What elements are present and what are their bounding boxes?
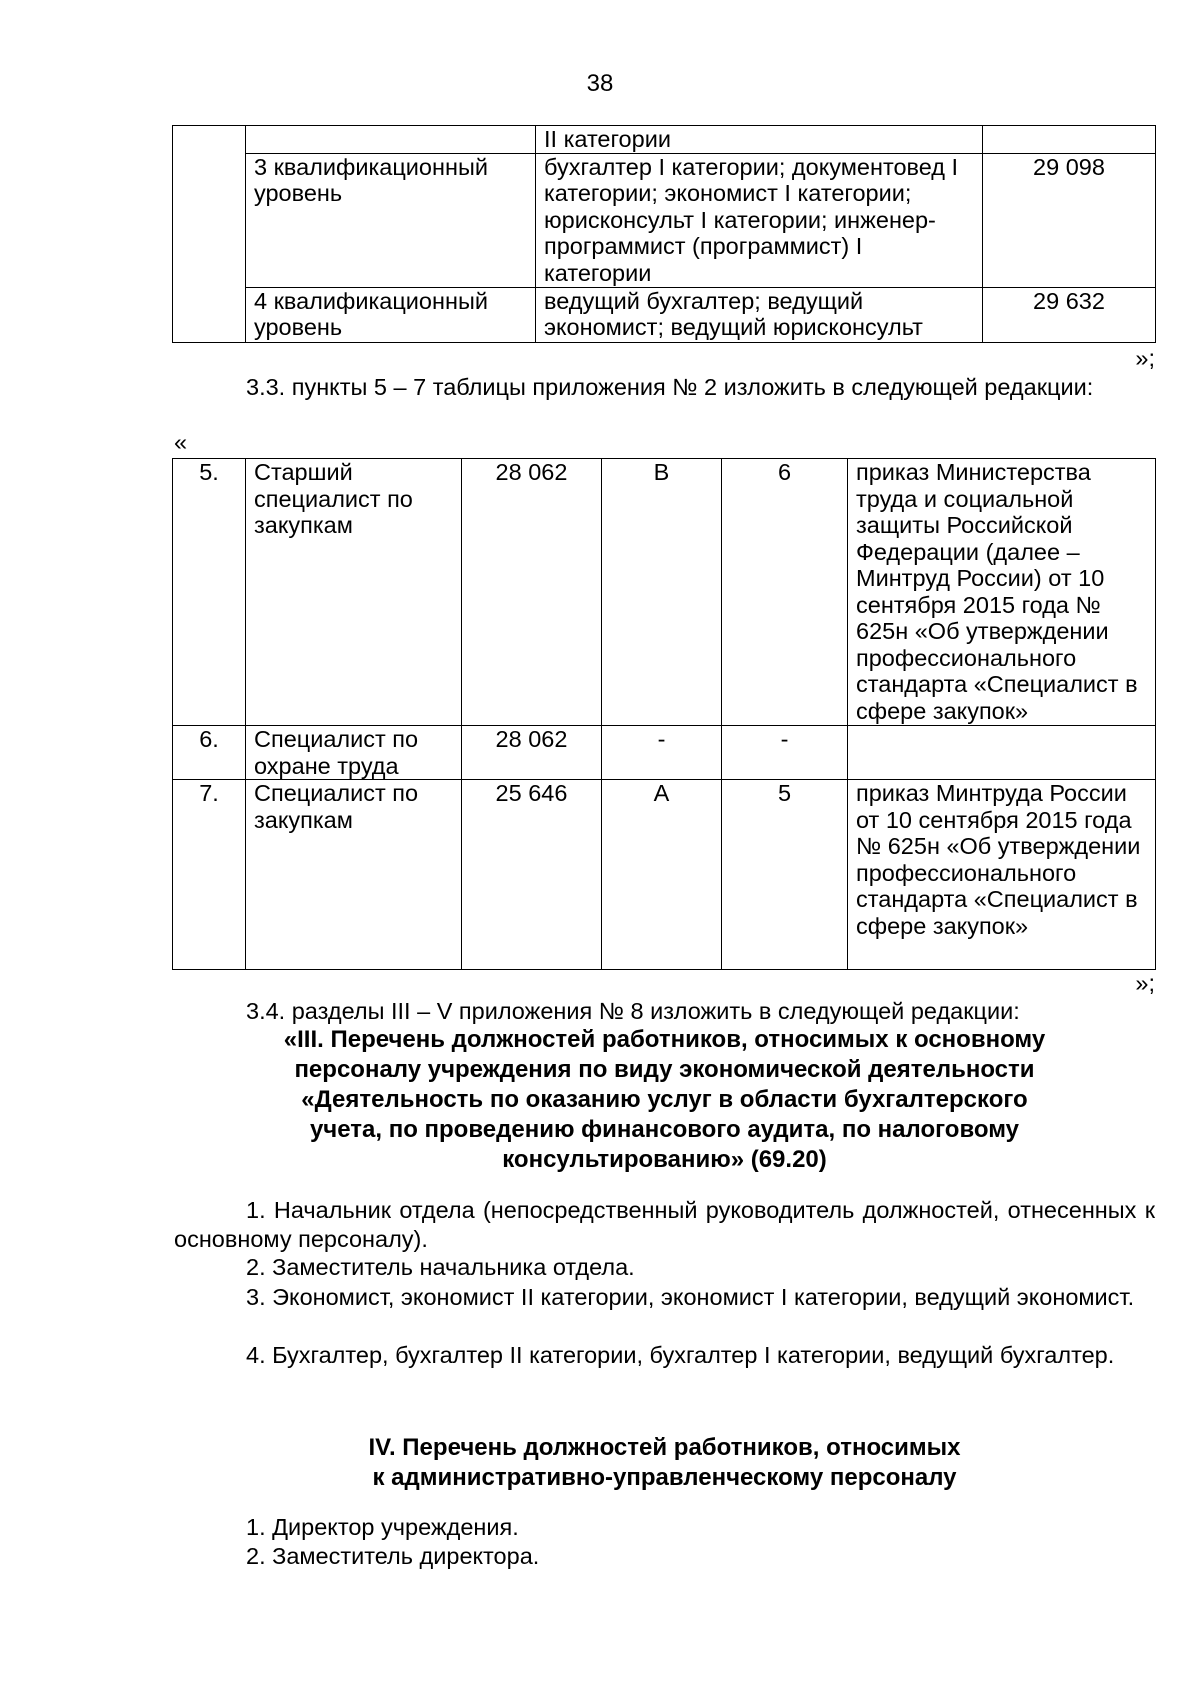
qualification-cell: 6: [722, 459, 848, 726]
paragraph-3-4: 3.4. разделы III – V приложения № 8 изложить в следующей редакции:: [246, 998, 1020, 1024]
row-number-cell: 6.: [173, 726, 246, 780]
salary-cell: 28 062: [462, 459, 602, 726]
section-3-title: [174, 1025, 1155, 1175]
level-cell: -: [602, 726, 722, 780]
group-cell: [173, 126, 246, 343]
row-number-cell: 7.: [173, 780, 246, 970]
title-line: «III. Перечень должностей работников, относимых к основному: [283, 1026, 1046, 1053]
position-cell: Старший специалист по закупкам: [246, 459, 462, 726]
title-line: консультированию» (69.20): [502, 1146, 827, 1173]
section-4-title: [174, 1433, 1155, 1493]
title-line: учета, по проведению финансового аудита, по налоговому: [309, 1116, 1020, 1143]
opening-quote: «: [174, 429, 188, 455]
row-number-cell: 5.: [173, 459, 246, 726]
table-row: [173, 459, 1156, 726]
title-line: персоналу учреждения по виду экономической деятельности: [294, 1056, 1035, 1083]
list-item: 1. Начальник отдела (непосредственный руководитель должностей, отнесенных к основному персоналу).: [174, 1197, 1155, 1252]
title-line: IV. Перечень должностей работников, относимых: [368, 1434, 961, 1461]
salary-cell: 29 632: [983, 287, 1156, 342]
closing-quote: »;: [1135, 345, 1155, 371]
salary-cell: 29 098: [983, 153, 1156, 287]
position-cell: Специалист по закупкам: [246, 780, 462, 970]
qualification-cell: -: [722, 726, 848, 780]
basis-cell: [848, 726, 1156, 780]
basis-cell: приказ Министерства труда и социальной защиты Российской Федерации (далее – Минтруд России) от 10 сентября 2015 года № 625н «Об утверждении профессионального стандарта «Специалист в сфере закупок»: [848, 459, 1156, 726]
salary-cell: 25 646: [462, 780, 602, 970]
paragraph-3-3: 3.3. пункты 5 – 7 таблицы приложения № 2 изложить в следующей редакции:: [246, 374, 1094, 400]
list-item: 3. Экономист, экономист II категории, экономист I категории, ведущий экономист.: [246, 1284, 1135, 1310]
salary-cell: 28 062: [462, 726, 602, 780]
table-row: [173, 153, 1156, 287]
positions-cell: II категории: [536, 126, 983, 154]
salary-cell: [983, 126, 1156, 154]
list-item: 2. Заместитель начальника отдела.: [246, 1254, 635, 1280]
position-cell: Специалист по охране труда: [246, 726, 462, 780]
positions-cell: ведущий бухгалтер; ведущий экономист; ведущий юрисконсульт: [536, 287, 983, 342]
list-item: 2. Заместитель директора.: [246, 1543, 540, 1569]
level-cell: [246, 126, 536, 154]
qualification-cell: 5: [722, 780, 848, 970]
title-line: «Деятельность по оказанию услуг в области бухгалтерского: [301, 1086, 1028, 1113]
page-number: 38: [586, 70, 614, 97]
positions-table: [172, 458, 1156, 970]
list-item: 4. Бухгалтер, бухгалтер II категории, бухгалтер I категории, ведущий бухгалтер.: [246, 1342, 1115, 1368]
table-row: [173, 726, 1156, 780]
positions-cell: бухгалтер I категории; документовед I категории; экономист I категории; юрисконсульт I категории; инженер-программист (программист) I категории: [536, 153, 983, 287]
qualification-table: [172, 125, 1156, 343]
level-cell: А: [602, 780, 722, 970]
level-cell: 4 квалификационный уровень: [246, 287, 536, 342]
closing-quote: »;: [1135, 970, 1155, 996]
basis-cell: приказ Минтруда России от 10 сентября 2015 года № 625н «Об утверждении профессионального стандарта «Специалист в сфере закупок»: [848, 780, 1156, 970]
level-cell: 3 квалификационный уровень: [246, 153, 536, 287]
title-line: к административно-управленческому персоналу: [372, 1464, 957, 1491]
level-cell: В: [602, 459, 722, 726]
list-item: 1. Директор учреждения.: [246, 1514, 519, 1540]
table-row: [173, 780, 1156, 970]
table-row: [173, 287, 1156, 342]
table-row: [173, 126, 1156, 154]
